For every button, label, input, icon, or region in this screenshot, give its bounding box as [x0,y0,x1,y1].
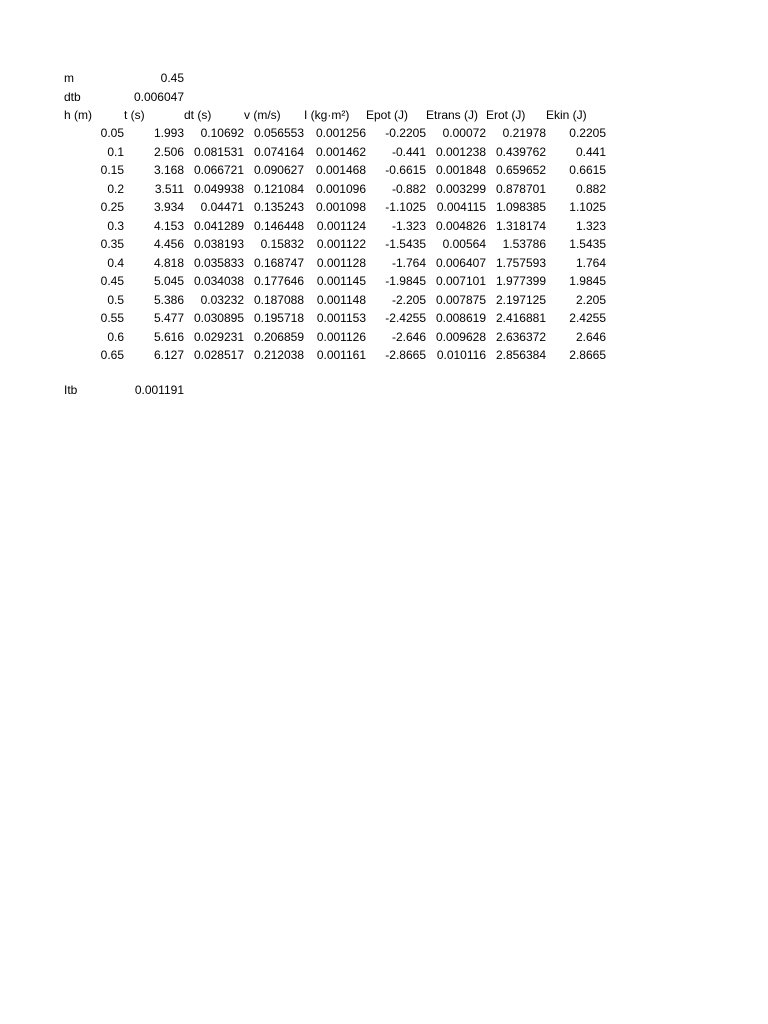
table-cell[interactable]: 2.856384 [495,348,546,362]
table-cell[interactable]: 1.993 [153,126,184,140]
table-cell[interactable]: 0.006407 [435,255,486,270]
table-cell[interactable]: 0.038193 [193,237,244,251]
table-cell[interactable]: 0.206859 [253,329,304,344]
table-cell[interactable]: 0.001468 [315,163,366,177]
table-cell[interactable]: -0.882 [391,181,426,196]
table-cell[interactable]: 5.386 [153,292,184,307]
table-cell[interactable]: 2.636372 [495,329,546,344]
table-cell[interactable]: 0.441 [575,144,606,159]
table-cell[interactable]: 0.008619 [435,311,486,325]
table-cell[interactable]: 0.001161 [316,348,366,362]
table-cell[interactable]: 0.009628 [435,329,486,344]
table-cell[interactable]: 0.010116 [436,348,486,362]
column-header[interactable]: Ekin (J) [546,108,587,122]
table-cell[interactable]: 0.1 [107,144,124,159]
table-cell[interactable]: 0.146448 [253,218,304,233]
table-cell[interactable]: 0.187088 [253,292,304,307]
table-cell[interactable]: 0.003299 [435,181,486,196]
table-cell[interactable]: 0.2 [107,181,124,196]
param-label-dtb[interactable]: dtb [64,89,81,104]
table-cell[interactable]: 3.511 [154,181,184,196]
table-cell[interactable]: 0.04471 [200,200,244,214]
param-value-dtb[interactable]: 0.006047 [133,89,184,104]
table-cell[interactable]: 2.416881 [495,311,546,325]
table-cell[interactable]: 0.030895 [193,311,244,325]
table-cell[interactable]: 1.9845 [569,274,606,288]
table-cell[interactable]: 5.477 [153,311,184,325]
table-cell[interactable]: 3.934 [153,200,184,214]
table-cell[interactable]: 0.001148 [316,292,366,307]
table-cell[interactable]: 0.05 [100,126,124,140]
table-cell[interactable]: 0.066721 [193,163,244,177]
table-cell[interactable]: 5.045 [153,274,184,288]
table-cell[interactable]: 0.35 [100,237,124,251]
table-cell[interactable]: -1.764 [391,255,426,270]
param-value-m[interactable]: 0.45 [160,71,184,85]
table-cell[interactable]: 2.4255 [569,311,606,325]
column-header[interactable]: dt (s) [184,108,212,122]
table-cell[interactable]: 0.135243 [253,200,304,214]
table-cell[interactable]: 0.004826 [435,218,486,233]
column-header[interactable]: Epot (J) [366,108,409,122]
table-cell[interactable]: 0.001256 [315,126,366,140]
table-cell[interactable]: 2.646 [575,329,606,344]
table-cell[interactable]: 0.001238 [435,144,486,159]
table-cell[interactable]: 0.2205 [569,126,606,140]
table-cell[interactable]: 0.15832 [260,237,304,251]
table-cell[interactable]: 0.168747 [253,255,304,270]
table-cell[interactable]: 0.001153 [316,311,366,325]
table-cell[interactable]: 0.4 [107,255,124,270]
table-cell[interactable]: 0.3 [107,218,124,233]
table-cell[interactable]: -2.205 [391,292,426,307]
table-cell[interactable]: 0.121084 [253,181,304,196]
param-value-itb[interactable]: 0.001191 [134,383,184,397]
table-cell[interactable]: 0.45 [100,274,124,288]
table-cell[interactable]: 0.439762 [495,144,546,159]
table-cell[interactable]: 0.195718 [253,311,304,325]
table-cell[interactable]: -0.6615 [385,163,426,177]
column-header[interactable]: v (m/s) [244,108,281,122]
table-cell[interactable]: 1.757593 [495,255,546,270]
table-cell[interactable]: 2.205 [575,292,606,307]
table-cell[interactable]: 0.177646 [253,274,304,288]
column-header[interactable]: t (s) [124,108,145,122]
table-cell[interactable]: 0.004115 [436,200,486,214]
table-cell[interactable]: 0.65 [100,348,124,362]
table-cell[interactable]: 4.153 [153,218,184,233]
table-cell[interactable]: -0.441 [391,144,426,159]
table-cell[interactable]: 0.03232 [200,292,244,307]
table-cell[interactable]: 0.029231 [193,329,244,344]
table-cell[interactable]: 0.074164 [253,144,304,159]
table-cell[interactable]: 0.001145 [316,274,366,288]
table-cell[interactable]: -1.9845 [385,274,426,288]
table-cell[interactable]: 0.007101 [435,274,486,288]
table-cell[interactable]: 1.977399 [495,274,546,288]
table-cell[interactable]: 0.25 [100,200,124,214]
table-cell[interactable]: -2.646 [391,329,426,344]
table-cell[interactable]: 0.034038 [193,274,244,288]
table-cell[interactable]: 0.659652 [495,163,546,177]
table-cell[interactable]: 0.00072 [442,126,486,140]
table-cell[interactable]: 1.318174 [495,218,546,233]
param-label-m[interactable]: m [64,71,74,85]
table-cell[interactable]: 0.056553 [253,126,304,140]
table-cell[interactable]: -1.5435 [385,237,426,251]
table-cell[interactable]: 2.197125 [495,292,546,307]
table-cell[interactable]: 5.616 [153,329,184,344]
column-header[interactable]: h (m) [64,108,92,122]
table-cell[interactable]: 0.55 [100,311,124,325]
table-cell[interactable]: -1.1025 [385,200,426,214]
table-cell[interactable]: 0.10692 [200,126,244,140]
table-cell[interactable]: 4.818 [153,255,184,270]
table-cell[interactable]: 0.15 [100,163,124,177]
column-header[interactable]: Etrans (J) [426,108,479,122]
table-cell[interactable]: 0.6615 [569,163,606,177]
param-label-itb[interactable]: Itb [64,383,78,397]
table-cell[interactable]: -0.2205 [385,126,426,140]
table-cell[interactable]: -2.8665 [385,348,426,362]
column-header[interactable]: Erot (J) [486,108,526,122]
table-cell[interactable]: 1.53786 [502,237,546,251]
table-cell[interactable]: 0.001098 [315,200,366,214]
table-cell[interactable]: 0.00564 [442,237,486,251]
table-cell[interactable]: 3.168 [153,163,184,177]
table-cell[interactable]: 0.090627 [253,163,304,177]
table-cell[interactable]: 0.035833 [193,255,244,270]
table-cell[interactable]: 0.001124 [316,218,366,233]
table-cell[interactable]: 1.764 [575,255,606,270]
table-cell[interactable]: 0.212038 [253,348,304,362]
table-cell[interactable]: -2.4255 [385,311,426,325]
table-cell[interactable]: 2.506 [153,144,184,159]
table-cell[interactable]: 0.882 [575,181,606,196]
table-cell[interactable]: 0.001128 [316,255,366,270]
table-cell[interactable]: 0.6 [107,329,124,344]
table-cell[interactable]: 0.007875 [435,292,486,307]
table-cell[interactable]: 0.001126 [316,329,366,344]
table-cell[interactable]: 0.21978 [502,126,546,140]
table-cell[interactable]: 0.001122 [316,237,366,251]
table-cell[interactable]: -1.323 [391,218,426,233]
table-cell[interactable]: 0.081531 [193,144,244,159]
table-cell[interactable]: 0.001848 [435,163,486,177]
table-cell[interactable]: 0.001096 [315,181,366,196]
table-cell[interactable]: 0.041289 [193,218,244,233]
table-cell[interactable]: 1.323 [575,218,606,233]
table-cell[interactable]: 1.098385 [495,200,546,214]
table-cell[interactable]: 0.028517 [193,348,244,362]
table-cell[interactable]: 4.456 [153,237,184,251]
table-cell[interactable]: 2.8665 [569,348,606,362]
table-cell[interactable]: 6.127 [153,348,184,362]
table-cell[interactable]: 0.878701 [495,181,546,196]
table-cell[interactable]: 0.5 [107,292,124,307]
table-cell[interactable]: 0.049938 [193,181,244,196]
table-cell[interactable]: 1.5435 [569,237,606,251]
column-header[interactable]: I (kg·m²) [304,108,350,122]
table-cell[interactable]: 1.1025 [569,200,606,214]
table-cell[interactable]: 0.001462 [315,144,366,159]
